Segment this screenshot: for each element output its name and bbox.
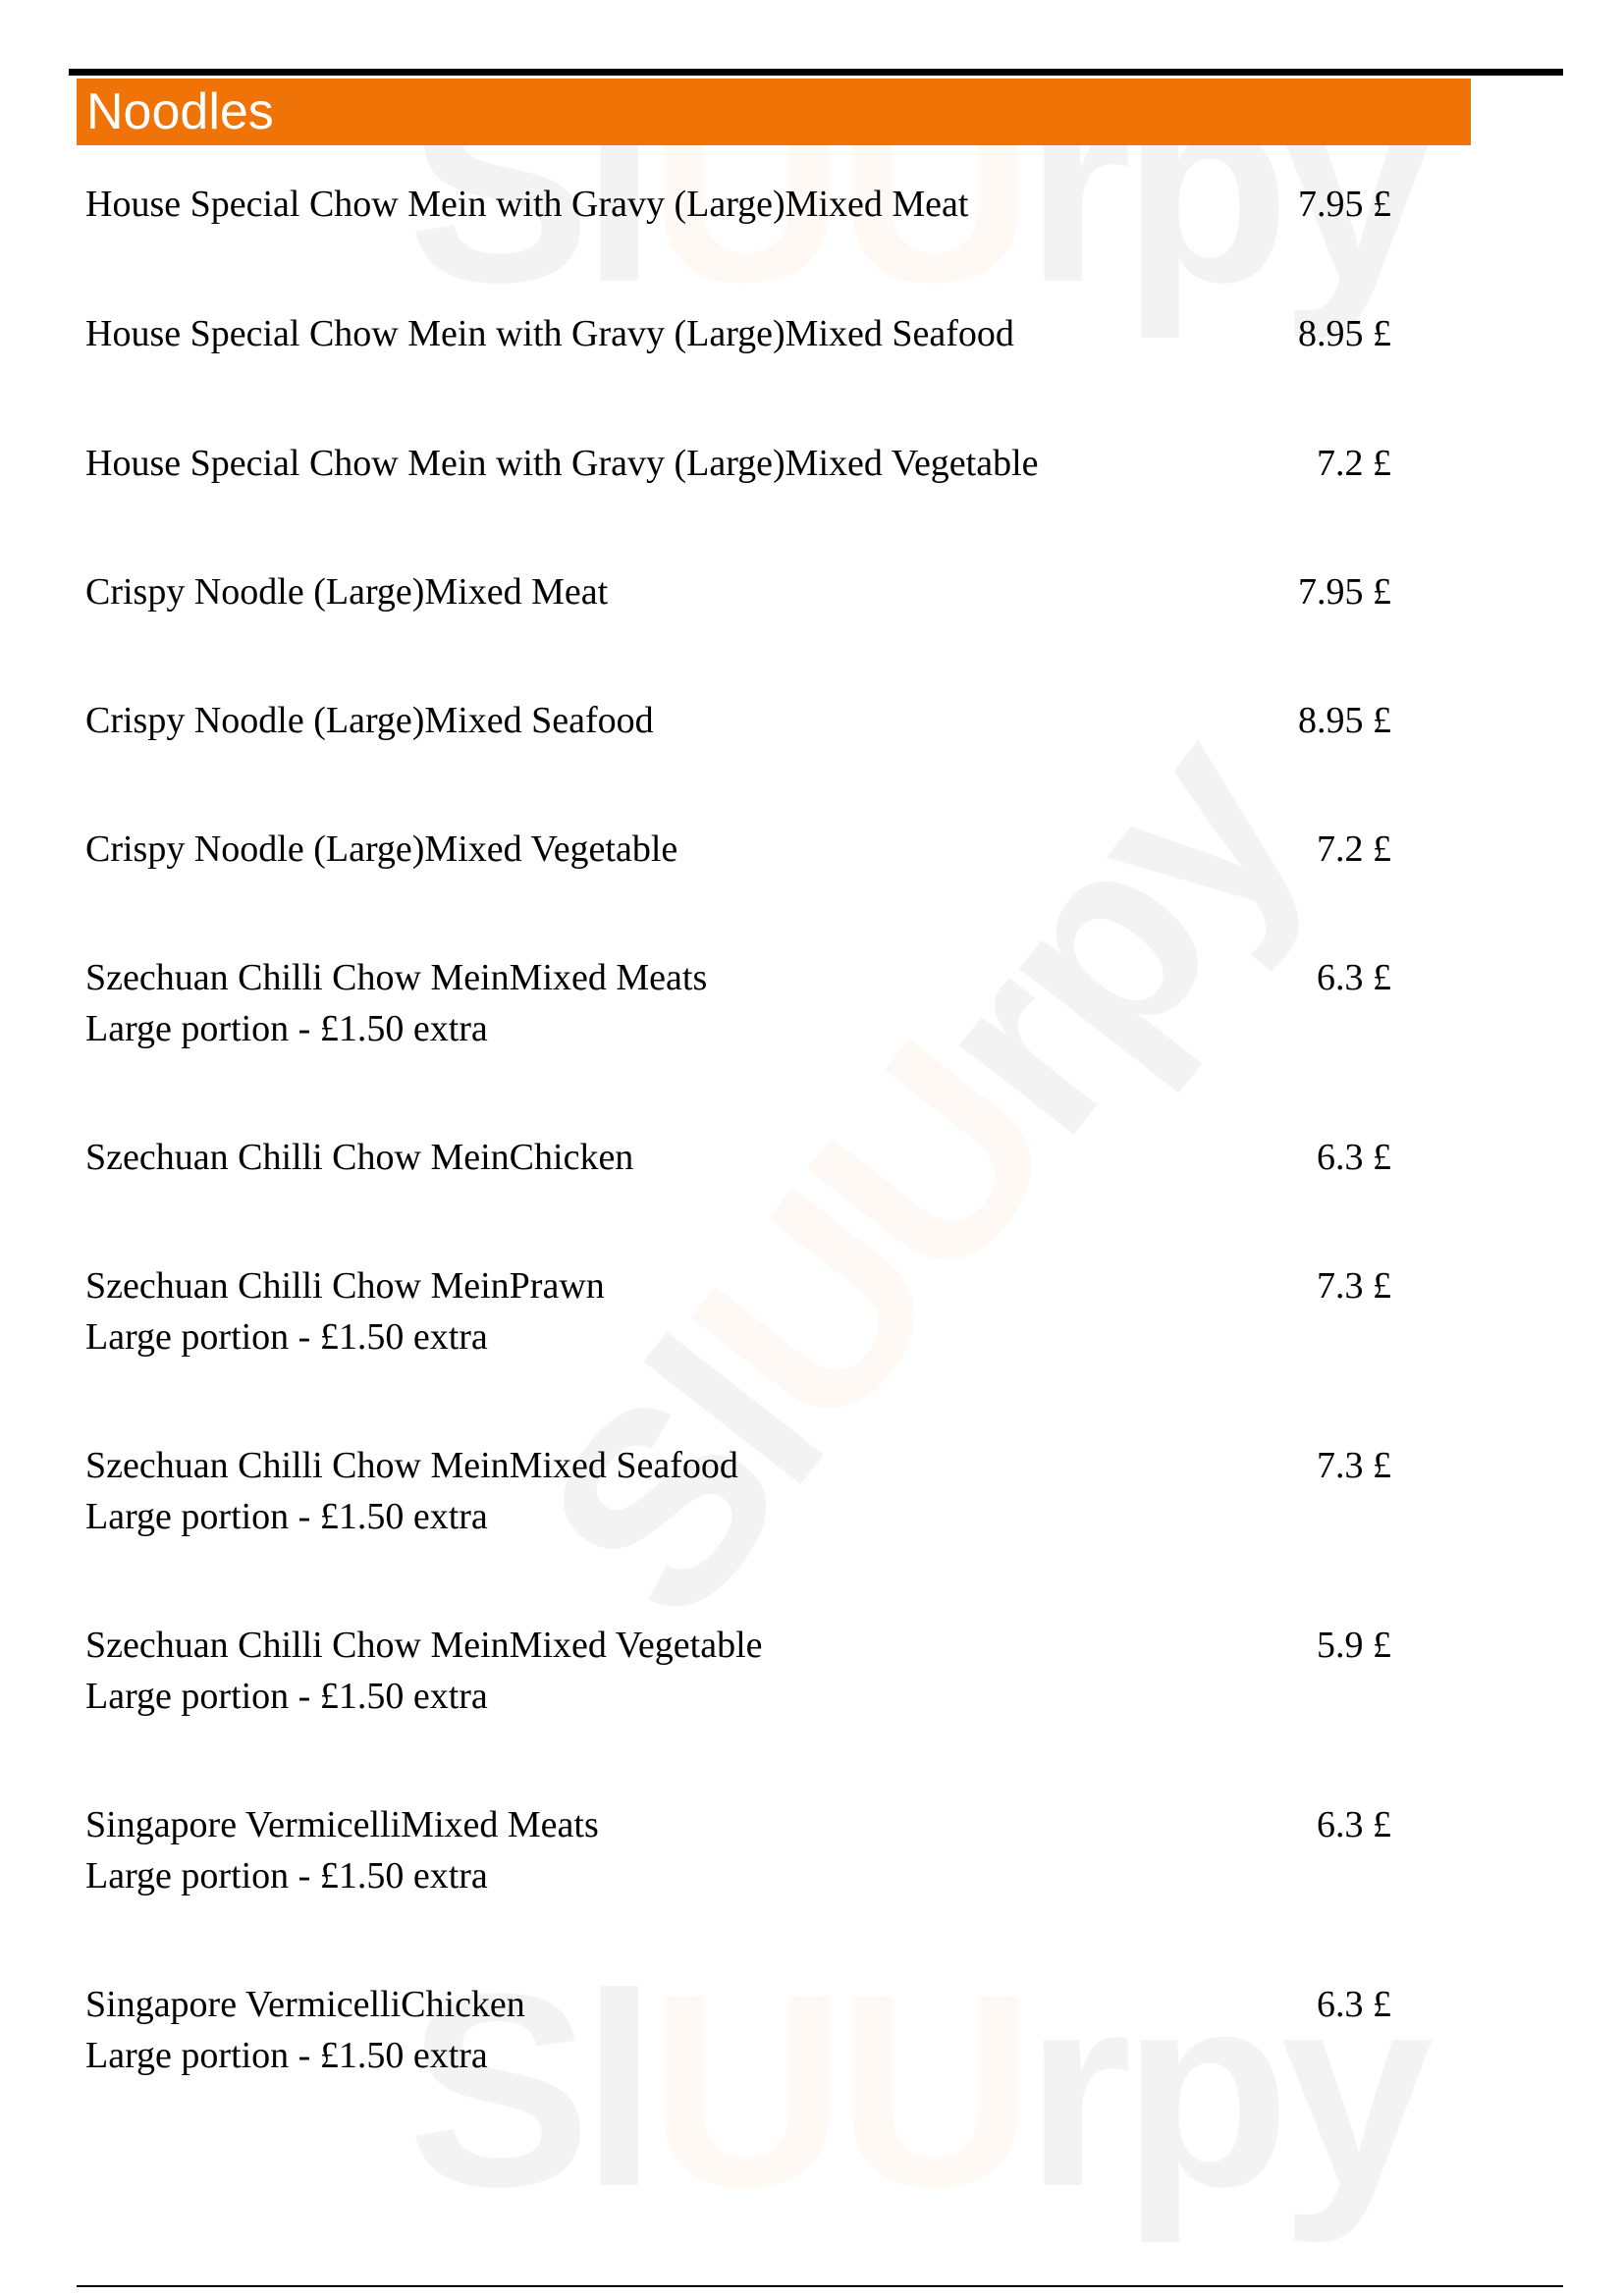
menu-item: [85, 1620, 1391, 1722]
item-price: 6.3 £: [1317, 1804, 1391, 1845]
item-price: 7.3 £: [1317, 1445, 1391, 1486]
menu-item: [85, 438, 1391, 489]
item-price: 7.2 £: [1317, 443, 1391, 484]
item-name: Szechuan Chilli Chow MeinMixed Vegetable: [85, 1625, 763, 1666]
item-price: 6.3 £: [1317, 957, 1391, 998]
item-price: 7.95 £: [1298, 184, 1391, 225]
menu-item: [85, 1799, 1391, 1901]
item-name: Crispy Noodle (Large)Mixed Seafood: [85, 700, 654, 741]
item-note: Large portion - £1.50 extra: [85, 1496, 488, 1537]
item-note: Large portion - £1.50 extra: [85, 1008, 488, 1049]
item-price: 6.3 £: [1317, 1137, 1391, 1178]
menu-item: [85, 952, 1391, 1054]
section-title: Noodles: [86, 83, 274, 140]
item-name: Szechuan Chilli Chow MeinMixed Seafood: [85, 1445, 738, 1486]
item-name: Singapore VermicelliMixed Meats: [85, 1804, 599, 1845]
bottom-rule: [77, 2285, 1563, 2287]
item-price: 7.3 £: [1317, 1265, 1391, 1307]
item-name: Crispy Noodle (Large)Mixed Meat: [85, 571, 609, 613]
item-note: Large portion - £1.50 extra: [85, 1855, 488, 1896]
item-name: Singapore VermicelliChicken: [85, 1984, 525, 2025]
item-price: 8.95 £: [1298, 700, 1391, 741]
item-price: 5.9 £: [1317, 1625, 1391, 1666]
menu-item: [85, 1132, 1391, 1183]
item-name: House Special Chow Mein with Gravy (Large)Mixed Meat: [85, 184, 969, 225]
menu-item: [85, 566, 1391, 617]
item-price: 8.95 £: [1298, 313, 1391, 354]
item-name: Szechuan Chilli Chow MeinPrawn: [85, 1265, 605, 1307]
item-name: Crispy Noodle (Large)Mixed Vegetable: [85, 828, 678, 870]
item-name: Szechuan Chilli Chow MeinChicken: [85, 1137, 634, 1178]
item-price: 7.2 £: [1317, 828, 1391, 870]
item-note: Large portion - £1.50 extra: [85, 1676, 488, 1717]
menu-item: [85, 824, 1391, 875]
item-note: Large portion - £1.50 extra: [85, 2035, 488, 2076]
menu-item: [85, 1440, 1391, 1542]
item-name: Szechuan Chilli Chow MeinMixed Meats: [85, 957, 708, 998]
item-name: House Special Chow Mein with Gravy (Large)Mixed Vegetable: [85, 443, 1039, 484]
menu-item: [85, 308, 1391, 359]
item-note: Large portion - £1.50 extra: [85, 1316, 488, 1358]
menu-item: [85, 179, 1391, 230]
item-price: 6.3 £: [1317, 1984, 1391, 2025]
menu-item: [85, 695, 1391, 746]
menu-item: [85, 1979, 1391, 2081]
item-name: House Special Chow Mein with Gravy (Large)Mixed Seafood: [85, 313, 1014, 354]
menu-item: [85, 1260, 1391, 1362]
item-price: 7.95 £: [1298, 571, 1391, 613]
